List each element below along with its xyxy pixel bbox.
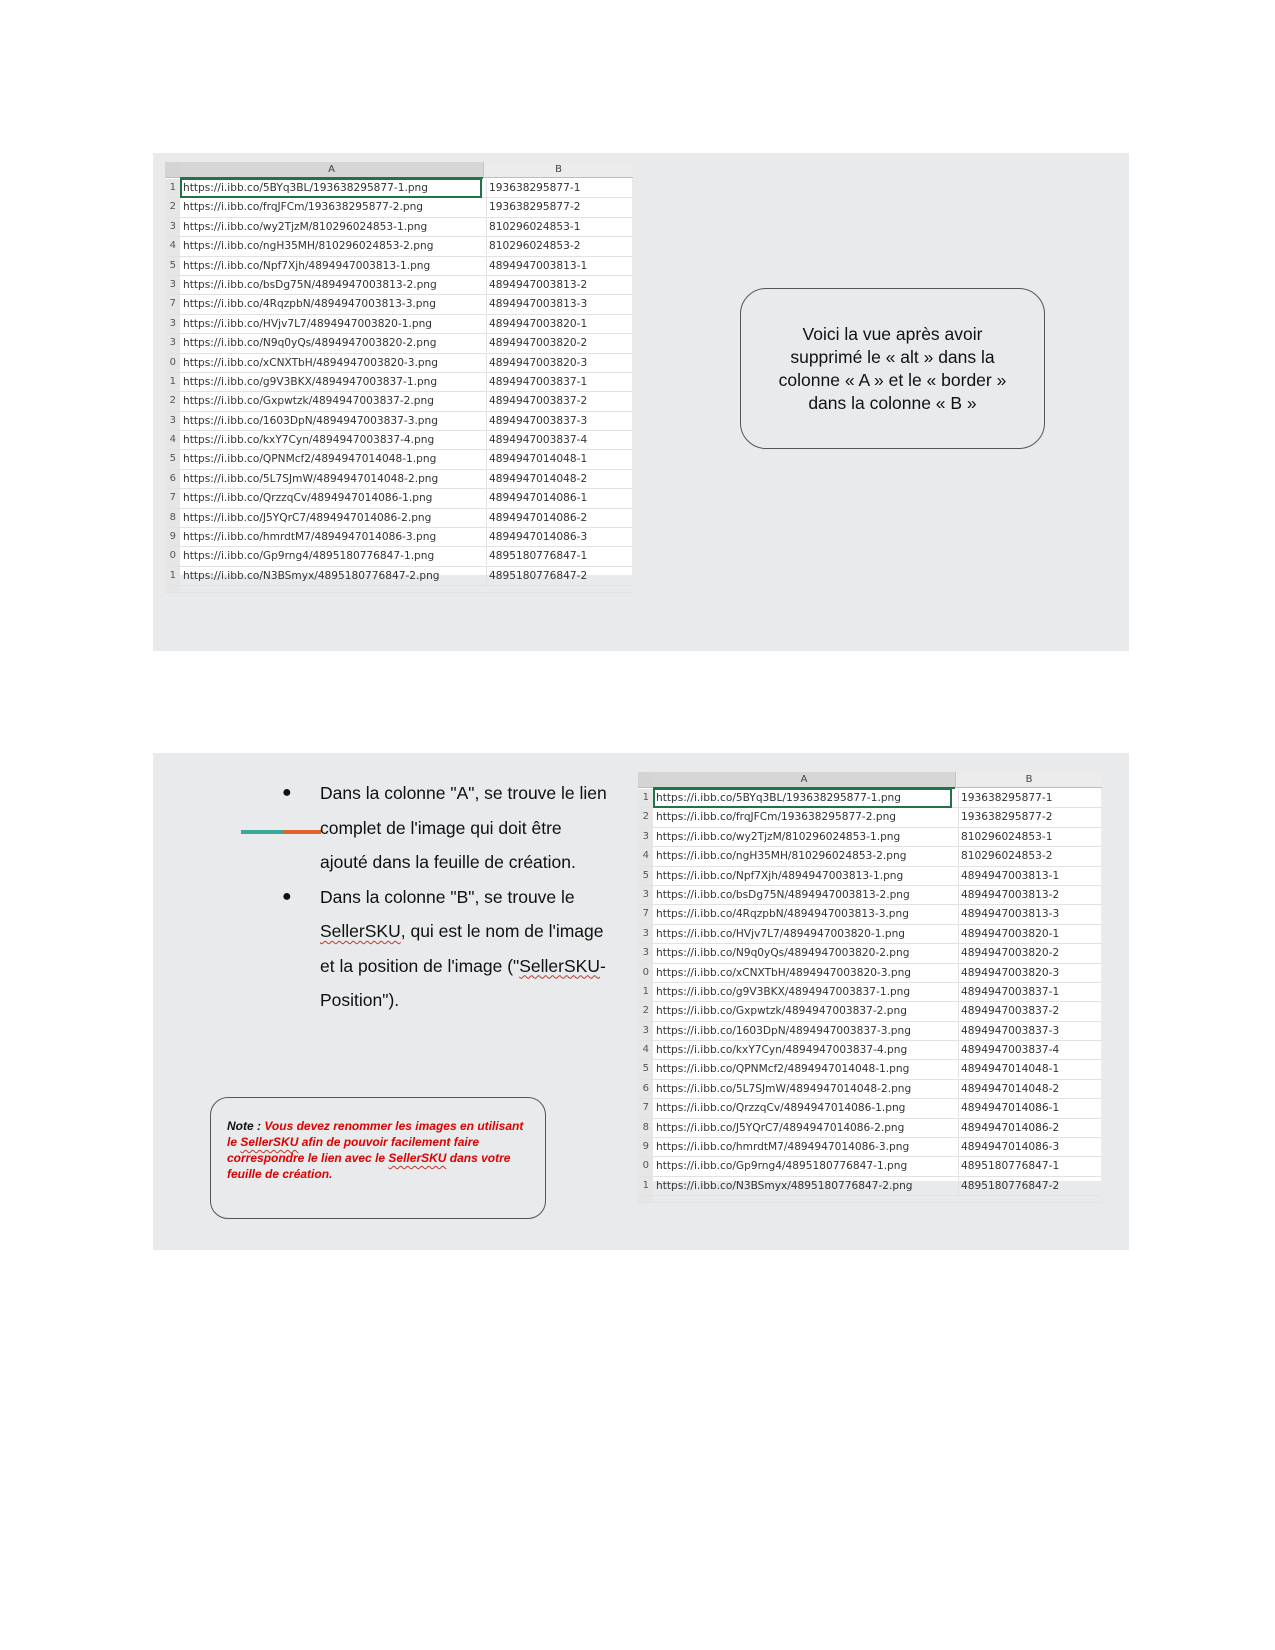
callout-box bbox=[740, 288, 1045, 449]
callout-text: Voici la vue après avoir supprimé le « alt » dans la colonne « A » et le « border » dans la colonne « B » bbox=[778, 323, 1007, 413]
table-row bbox=[638, 1041, 1101, 1060]
table-row bbox=[165, 450, 632, 469]
cell-seller-sku[interactable]: 4894947014086-3 bbox=[958, 1138, 1059, 1156]
row-number[interactable]: 9 bbox=[638, 1138, 653, 1156]
table-row bbox=[638, 1099, 1101, 1118]
cell-seller-sku[interactable]: 4894947014086-2 bbox=[486, 509, 587, 527]
table-row bbox=[165, 198, 632, 217]
cell-image-url[interactable]: https://i.ibb.co/HVjv7L7/4894947003820-1.png bbox=[183, 317, 433, 330]
table-row bbox=[165, 509, 632, 528]
table-row bbox=[638, 847, 1101, 866]
row-number[interactable]: 1 bbox=[165, 373, 180, 391]
column-header-a[interactable]: A bbox=[180, 162, 483, 179]
row-number[interactable]: 4 bbox=[638, 1041, 653, 1059]
cell-seller-sku[interactable]: 4894947014086-1 bbox=[958, 1099, 1059, 1117]
cell-image-url[interactable]: https://i.ibb.co/wy2TjzM/810296024853-1.png bbox=[656, 830, 901, 843]
table-row bbox=[165, 218, 632, 237]
cell-image-url[interactable]: https://i.ibb.co/4RqzpbN/4894947003813-3.png bbox=[656, 908, 909, 921]
row-number[interactable]: 3 bbox=[165, 276, 180, 294]
cell-seller-sku[interactable]: 4894947003820-2 bbox=[958, 944, 1059, 962]
cell-seller-sku[interactable]: 4894947014086-2 bbox=[958, 1119, 1059, 1137]
cell-image-url[interactable]: https://i.ibb.co/bsDg75N/4894947003813-2.png bbox=[656, 888, 910, 901]
table-row-partial bbox=[165, 586, 632, 593]
cell-seller-sku[interactable]: 4894947003813-3 bbox=[958, 905, 1059, 923]
row-number[interactable]: 7 bbox=[165, 489, 180, 507]
row-number[interactable]: 3 bbox=[165, 334, 180, 352]
cell-image-url[interactable]: https://i.ibb.co/g9V3BKX/4894947003837-1.png bbox=[656, 985, 911, 998]
row-number[interactable]: 3 bbox=[165, 412, 180, 430]
cell-seller-sku[interactable]: 4894947014048-2 bbox=[958, 1080, 1059, 1098]
bullet-dot-icon: ● bbox=[282, 784, 292, 801]
table-row bbox=[165, 489, 632, 508]
row-number bbox=[638, 1196, 653, 1202]
table-row bbox=[165, 354, 632, 373]
cell-seller-sku[interactable]: 4894947003837-1 bbox=[958, 983, 1059, 1001]
table-row bbox=[638, 1138, 1101, 1157]
cell-seller-sku[interactable]: 4894947003820-3 bbox=[958, 964, 1059, 982]
cell-image-url[interactable]: https://i.ibb.co/QrzzqCv/4894947014086-1.png bbox=[656, 1102, 906, 1115]
table-row bbox=[165, 412, 632, 431]
cell-seller-sku[interactable]: 193638295877-1 bbox=[486, 179, 580, 197]
table-row bbox=[638, 867, 1101, 886]
cell-image-url[interactable]: https://i.ibb.co/5BYq3BL/193638295877-1.png bbox=[181, 179, 481, 197]
table-row bbox=[638, 1002, 1101, 1021]
cell-image-url[interactable]: https://i.ibb.co/xCNXTbH/4894947003820-3.png bbox=[656, 966, 912, 979]
table-row bbox=[165, 295, 632, 314]
table-row bbox=[638, 1157, 1101, 1176]
row-number[interactable]: 7 bbox=[165, 295, 180, 313]
row-number[interactable]: 5 bbox=[165, 257, 180, 275]
cell-seller-sku[interactable]: 4894947003837-4 bbox=[958, 1041, 1059, 1059]
cell-seller-sku[interactable]: 4894947003837-3 bbox=[958, 1022, 1059, 1040]
cell-image-url[interactable]: https://i.ibb.co/hmrdtM7/4894947014086-3.png bbox=[656, 1141, 910, 1154]
bullet-text: Dans la colonne "B", se trouve le bbox=[320, 886, 575, 907]
sellersku-term: SellerSKU bbox=[519, 955, 600, 976]
note-text bbox=[227, 1118, 531, 1182]
cell-image-url[interactable]: https://i.ibb.co/1603DpN/4894947003837-3.png bbox=[183, 414, 438, 427]
cell-image-url[interactable]: https://i.ibb.co/xCNXTbH/4894947003820-3.png bbox=[183, 356, 439, 369]
row-number[interactable]: 4 bbox=[165, 431, 180, 449]
row-number[interactable]: 3 bbox=[638, 886, 653, 904]
table-row bbox=[638, 1080, 1101, 1099]
cell-image-url[interactable]: https://i.ibb.co/kxY7Cyn/4894947003837-4.png bbox=[656, 1044, 908, 1057]
cell-image-url[interactable]: https://i.ibb.co/Npf7Xjh/4894947003813-1.png bbox=[183, 259, 431, 272]
cell-seller-sku[interactable]: 193638295877-2 bbox=[486, 198, 580, 216]
row-number[interactable]: 8 bbox=[165, 509, 180, 527]
row-number[interactable]: 3 bbox=[165, 218, 180, 236]
spreadsheet-preview-1 bbox=[165, 162, 632, 582]
note-text-part: dans votre feuille de création. bbox=[227, 1151, 511, 1181]
cell-seller-sku[interactable]: 4895180776847-1 bbox=[486, 547, 587, 565]
cell-image-url[interactable]: https://i.ibb.co/Gxpwtzk/4894947003837-2.png bbox=[656, 1005, 907, 1018]
sheet-rows bbox=[165, 179, 632, 593]
row-number[interactable]: 3 bbox=[638, 925, 653, 943]
cell-seller-sku[interactable]: 4894947003820-1 bbox=[486, 315, 587, 333]
column-header-b[interactable]: B bbox=[955, 772, 1102, 788]
row-number[interactable]: 4 bbox=[165, 237, 180, 255]
cell-image-url[interactable]: https://i.ibb.co/N3BSmyx/4895180776847-2.png bbox=[656, 1179, 913, 1192]
table-row bbox=[165, 257, 632, 276]
cell-seller-sku[interactable]: 4894947003813-2 bbox=[486, 276, 587, 294]
cell-seller-sku[interactable]: 4894947003837-3 bbox=[486, 412, 587, 430]
row-number[interactable]: 3 bbox=[638, 1022, 653, 1040]
cell-seller-sku[interactable]: 4894947003813-1 bbox=[958, 867, 1059, 885]
cell-image-url[interactable]: https://i.ibb.co/N3BSmyx/4895180776847-2.png bbox=[183, 569, 440, 582]
table-row bbox=[638, 886, 1101, 905]
table-row bbox=[638, 808, 1101, 827]
cell-seller-sku[interactable]: 193638295877-1 bbox=[958, 789, 1052, 807]
note-label: Note : bbox=[227, 1119, 265, 1133]
cell-seller-sku[interactable]: 4894947003837-2 bbox=[958, 1002, 1059, 1020]
row-number[interactable]: 1 bbox=[638, 983, 653, 1001]
table-row bbox=[638, 964, 1101, 983]
cell-seller-sku[interactable]: 4894947014048-2 bbox=[486, 470, 587, 488]
row-number[interactable]: 3 bbox=[165, 315, 180, 333]
cell-seller-sku[interactable]: 810296024853-2 bbox=[958, 847, 1052, 865]
table-row bbox=[638, 1022, 1101, 1041]
bullet-item-column-b bbox=[280, 880, 610, 1018]
sellersku-term: SellerSKU bbox=[240, 1135, 299, 1149]
cell-seller-sku[interactable]: 4894947014086-3 bbox=[486, 528, 587, 546]
cell-image-url[interactable]: https://i.ibb.co/Gxpwtzk/4894947003837-2.png bbox=[183, 395, 434, 408]
bullet-list bbox=[280, 776, 610, 1018]
row-number[interactable]: 3 bbox=[638, 944, 653, 962]
table-row bbox=[638, 1060, 1101, 1079]
cell-seller-sku[interactable]: 4894947003820-2 bbox=[486, 334, 587, 352]
row-number[interactable]: 0 bbox=[638, 1157, 653, 1175]
cell-image-url[interactable]: https://i.ibb.co/wy2TjzM/810296024853-1.png bbox=[183, 220, 428, 233]
row-number[interactable]: 2 bbox=[638, 808, 653, 826]
row-number[interactable]: 3 bbox=[638, 828, 653, 846]
bullet-text: , qui est le nom de l'image et la position de l'image (" bbox=[320, 921, 604, 976]
cell-image-url[interactable]: https://i.ibb.co/5BYq3BL/193638295877-1.png bbox=[654, 789, 951, 807]
table-row bbox=[165, 567, 632, 586]
note-box bbox=[210, 1097, 546, 1219]
cell-seller-sku[interactable]: 4894947003813-1 bbox=[486, 257, 587, 275]
row-number[interactable]: 0 bbox=[638, 964, 653, 982]
bullet-text: -Position"). bbox=[320, 955, 606, 1010]
table-row bbox=[638, 789, 1101, 808]
row-number[interactable]: 2 bbox=[638, 1002, 653, 1020]
cell-image-url[interactable]: https://i.ibb.co/Gp9rng4/4895180776847-1.png bbox=[183, 550, 435, 563]
cell-seller-sku[interactable]: 4895180776847-2 bbox=[486, 567, 587, 585]
row-number[interactable]: 9 bbox=[165, 528, 180, 546]
row-number[interactable]: 5 bbox=[638, 1060, 653, 1078]
table-row bbox=[165, 179, 632, 198]
cell-image-url[interactable]: https://i.ibb.co/J5YQrC7/4894947014086-2.png bbox=[183, 511, 432, 524]
column-header-b[interactable]: B bbox=[483, 162, 633, 178]
row-number bbox=[165, 586, 180, 592]
row-number[interactable]: 6 bbox=[165, 470, 180, 488]
row-number[interactable]: 2 bbox=[165, 198, 180, 216]
table-row bbox=[165, 528, 632, 547]
cell-image-url[interactable]: https://i.ibb.co/kxY7Cyn/4894947003837-4.png bbox=[183, 434, 435, 447]
cell-seller-sku[interactable]: 4894947003813-3 bbox=[486, 295, 587, 313]
cell-image-url[interactable]: https://i.ibb.co/QrzzqCv/4894947014086-1.png bbox=[183, 492, 433, 505]
cell-seller-sku[interactable]: 810296024853-1 bbox=[958, 828, 1052, 846]
cell-seller-sku[interactable]: 4894947003837-2 bbox=[486, 392, 587, 410]
cell-image-url[interactable]: https://i.ibb.co/5L7SJmW/4894947014048-2.png bbox=[183, 472, 439, 485]
table-row bbox=[638, 1177, 1101, 1196]
cell-image-url[interactable]: https://i.ibb.co/Npf7Xjh/4894947003813-1.png bbox=[656, 869, 904, 882]
cell-image-url[interactable]: https://i.ibb.co/QPNMcf2/4894947014048-1.png bbox=[656, 1063, 910, 1076]
cell-image-url[interactable]: https://i.ibb.co/ngH35MH/810296024853-2.png bbox=[183, 240, 434, 253]
cell-seller-sku[interactable]: 4894947003837-4 bbox=[486, 431, 587, 449]
table-row bbox=[638, 944, 1101, 963]
row-number[interactable]: 4 bbox=[638, 847, 653, 865]
spreadsheet-preview-2 bbox=[638, 772, 1101, 1192]
cell-seller-sku[interactable]: 4894947003837-1 bbox=[486, 373, 587, 391]
cell-image-url[interactable]: https://i.ibb.co/ngH35MH/810296024853-2.png bbox=[656, 850, 907, 863]
row-number[interactable]: 1 bbox=[165, 179, 180, 197]
teal-segment bbox=[241, 830, 283, 834]
table-row bbox=[165, 431, 632, 450]
cell-image-url[interactable]: https://i.ibb.co/J5YQrC7/4894947014086-2.png bbox=[656, 1121, 905, 1134]
cell-seller-sku[interactable]: 4894947014086-1 bbox=[486, 489, 587, 507]
cell-image-url[interactable]: https://i.ibb.co/HVjv7L7/4894947003820-1.png bbox=[656, 927, 906, 940]
cell-image-url[interactable]: https://i.ibb.co/N9q0yQs/4894947003820-2.png bbox=[656, 947, 910, 960]
table-row bbox=[165, 237, 632, 256]
row-number[interactable]: 6 bbox=[638, 1080, 653, 1098]
select-all-corner[interactable] bbox=[165, 162, 180, 178]
note-text-part: Vous devez renommer les images en utilisant le bbox=[227, 1119, 524, 1149]
row-number[interactable]: 7 bbox=[638, 1099, 653, 1117]
sellersku-term: SellerSKU bbox=[388, 1151, 447, 1165]
table-row bbox=[165, 315, 632, 334]
cell-seller-sku[interactable]: 4894947003820-3 bbox=[486, 354, 587, 372]
cell-image-url[interactable]: https://i.ibb.co/4RqzpbN/4894947003813-3.png bbox=[183, 298, 436, 311]
select-all-corner[interactable] bbox=[638, 772, 653, 788]
row-number[interactable]: 5 bbox=[638, 867, 653, 885]
cell-image-url[interactable]: https://i.ibb.co/QPNMcf2/4894947014048-1.png bbox=[183, 453, 437, 466]
table-row bbox=[638, 828, 1101, 847]
bullet-dot-icon: ● bbox=[282, 887, 292, 905]
cell-image-url[interactable]: https://i.ibb.co/1603DpN/4894947003837-3.png bbox=[656, 1024, 911, 1037]
row-number[interactable]: 0 bbox=[165, 354, 180, 372]
cell-seller-sku[interactable]: 4895180776847-2 bbox=[958, 1177, 1059, 1195]
row-number[interactable]: 2 bbox=[165, 392, 180, 410]
row-number[interactable]: 1 bbox=[165, 567, 180, 585]
table-row bbox=[165, 392, 632, 411]
row-number[interactable]: 1 bbox=[638, 789, 653, 807]
cell-image-url[interactable]: https://i.ibb.co/g9V3BKX/4894947003837-1.png bbox=[183, 375, 438, 388]
cell-image-url[interactable]: https://i.ibb.co/frqJFCm/193638295877-2.png bbox=[183, 201, 424, 214]
table-row bbox=[638, 925, 1101, 944]
table-row bbox=[165, 276, 632, 295]
cell-image-url[interactable]: https://i.ibb.co/hmrdtM7/4894947014086-3.png bbox=[183, 531, 437, 544]
cell-seller-sku[interactable]: 4894947003813-2 bbox=[958, 886, 1059, 904]
cell-image-url[interactable]: https://i.ibb.co/frqJFCm/193638295877-2.png bbox=[656, 811, 897, 824]
note-text-part: afin de pouvoir facilement faire correspondre le lien avec le bbox=[227, 1135, 480, 1165]
table-row bbox=[638, 905, 1101, 924]
bullet-text: Dans la colonne "A", se trouve le lien complet de l'image qui doit être ajouté dans la feuille de création. bbox=[320, 783, 607, 872]
table-row bbox=[638, 983, 1101, 1002]
row-number[interactable]: 5 bbox=[165, 450, 180, 468]
cell-image-url[interactable]: https://i.ibb.co/Gp9rng4/4895180776847-1.png bbox=[656, 1160, 908, 1173]
table-row bbox=[165, 547, 632, 566]
cell-seller-sku[interactable]: 810296024853-1 bbox=[486, 218, 580, 236]
table-row bbox=[638, 1119, 1101, 1138]
cell-seller-sku[interactable]: 4894947003820-1 bbox=[958, 925, 1059, 943]
row-number[interactable]: 0 bbox=[165, 547, 180, 565]
cell-seller-sku[interactable]: 4894947014048-1 bbox=[486, 450, 587, 468]
sellersku-term: SellerSKU bbox=[320, 921, 401, 941]
cell-image-url[interactable]: https://i.ibb.co/N9q0yQs/4894947003820-2.png bbox=[183, 337, 437, 350]
table-row bbox=[165, 470, 632, 489]
table-row bbox=[165, 334, 632, 353]
cell-image-url[interactable]: https://i.ibb.co/5L7SJmW/4894947014048-2.png bbox=[656, 1082, 912, 1095]
bullet-item-column-a bbox=[280, 776, 610, 880]
table-row bbox=[165, 373, 632, 392]
row-number[interactable]: 8 bbox=[638, 1119, 653, 1137]
cell-image-url[interactable]: https://i.ibb.co/bsDg75N/4894947003813-2.png bbox=[183, 278, 437, 291]
cell-seller-sku[interactable]: 4894947014048-1 bbox=[958, 1060, 1059, 1078]
table-row-partial bbox=[638, 1196, 1101, 1203]
sheet-rows bbox=[638, 789, 1101, 1203]
row-number[interactable]: 1 bbox=[638, 1177, 653, 1195]
cell-seller-sku[interactable]: 810296024853-2 bbox=[486, 237, 580, 255]
column-header-a[interactable]: A bbox=[653, 772, 955, 789]
cell-seller-sku[interactable]: 4895180776847-1 bbox=[958, 1157, 1059, 1175]
cell-seller-sku[interactable]: 193638295877-2 bbox=[958, 808, 1052, 826]
row-number[interactable]: 7 bbox=[638, 905, 653, 923]
